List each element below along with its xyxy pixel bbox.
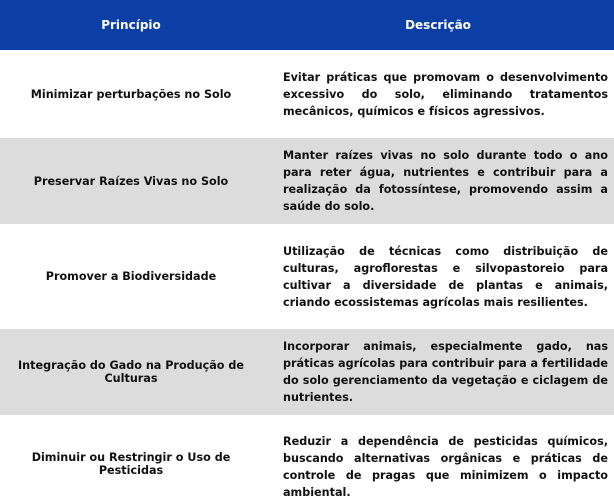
table-row xyxy=(0,137,614,224)
description-cell: Reduzir a dependência de pesticidas químicos, buscando alternativas orgânicas e práticas de controle de pragas que minimizem o impacto ambiental. xyxy=(283,435,608,499)
principle-cell: Minimizar perturbações no Solo xyxy=(30,87,232,101)
table-row xyxy=(0,224,614,328)
column-header-principle: Princípio xyxy=(101,18,161,32)
description-cell: Evitar práticas que promovam o desenvolvimento excessivo do solo, eliminando tratamentos mecânicos, químicos e físicos agressivos. xyxy=(283,70,608,118)
description-cell: Manter raízes vivas no solo durante todo o ano para reter água, nutrientes e contribuir para a realização da fotossíntese, promovendo assim a saúde do solo. xyxy=(283,149,608,213)
description-cell: Utilização de técnicas como distribuição de culturas, agroflorestas e silvopastoreio para cultivar a diversidade de plantas e animais, criando ecossistemas agrícolas mais resilientes. xyxy=(283,244,608,309)
principle-cell: Promover a Biodiversidade xyxy=(45,270,217,283)
column-header-description: Descrição xyxy=(405,18,471,32)
table-header xyxy=(0,0,614,50)
principle-cell: Diminuir ou Restringir o Uso de Pesticidas xyxy=(31,451,231,477)
table-row xyxy=(0,415,614,499)
table-row xyxy=(0,328,614,415)
principle-cell: Integração do Gado na Produção de Culturas xyxy=(18,359,244,385)
description-cell: Incorporar animais, especialmente gado, nas práticas agrícolas para contribuir para a fertilidade do solo gerenciamento da vegetação e ciclagem de nutrientes. xyxy=(283,340,608,404)
principle-cell: Preservar Raízes Vivas no Solo xyxy=(33,174,229,188)
table-row xyxy=(0,50,614,137)
